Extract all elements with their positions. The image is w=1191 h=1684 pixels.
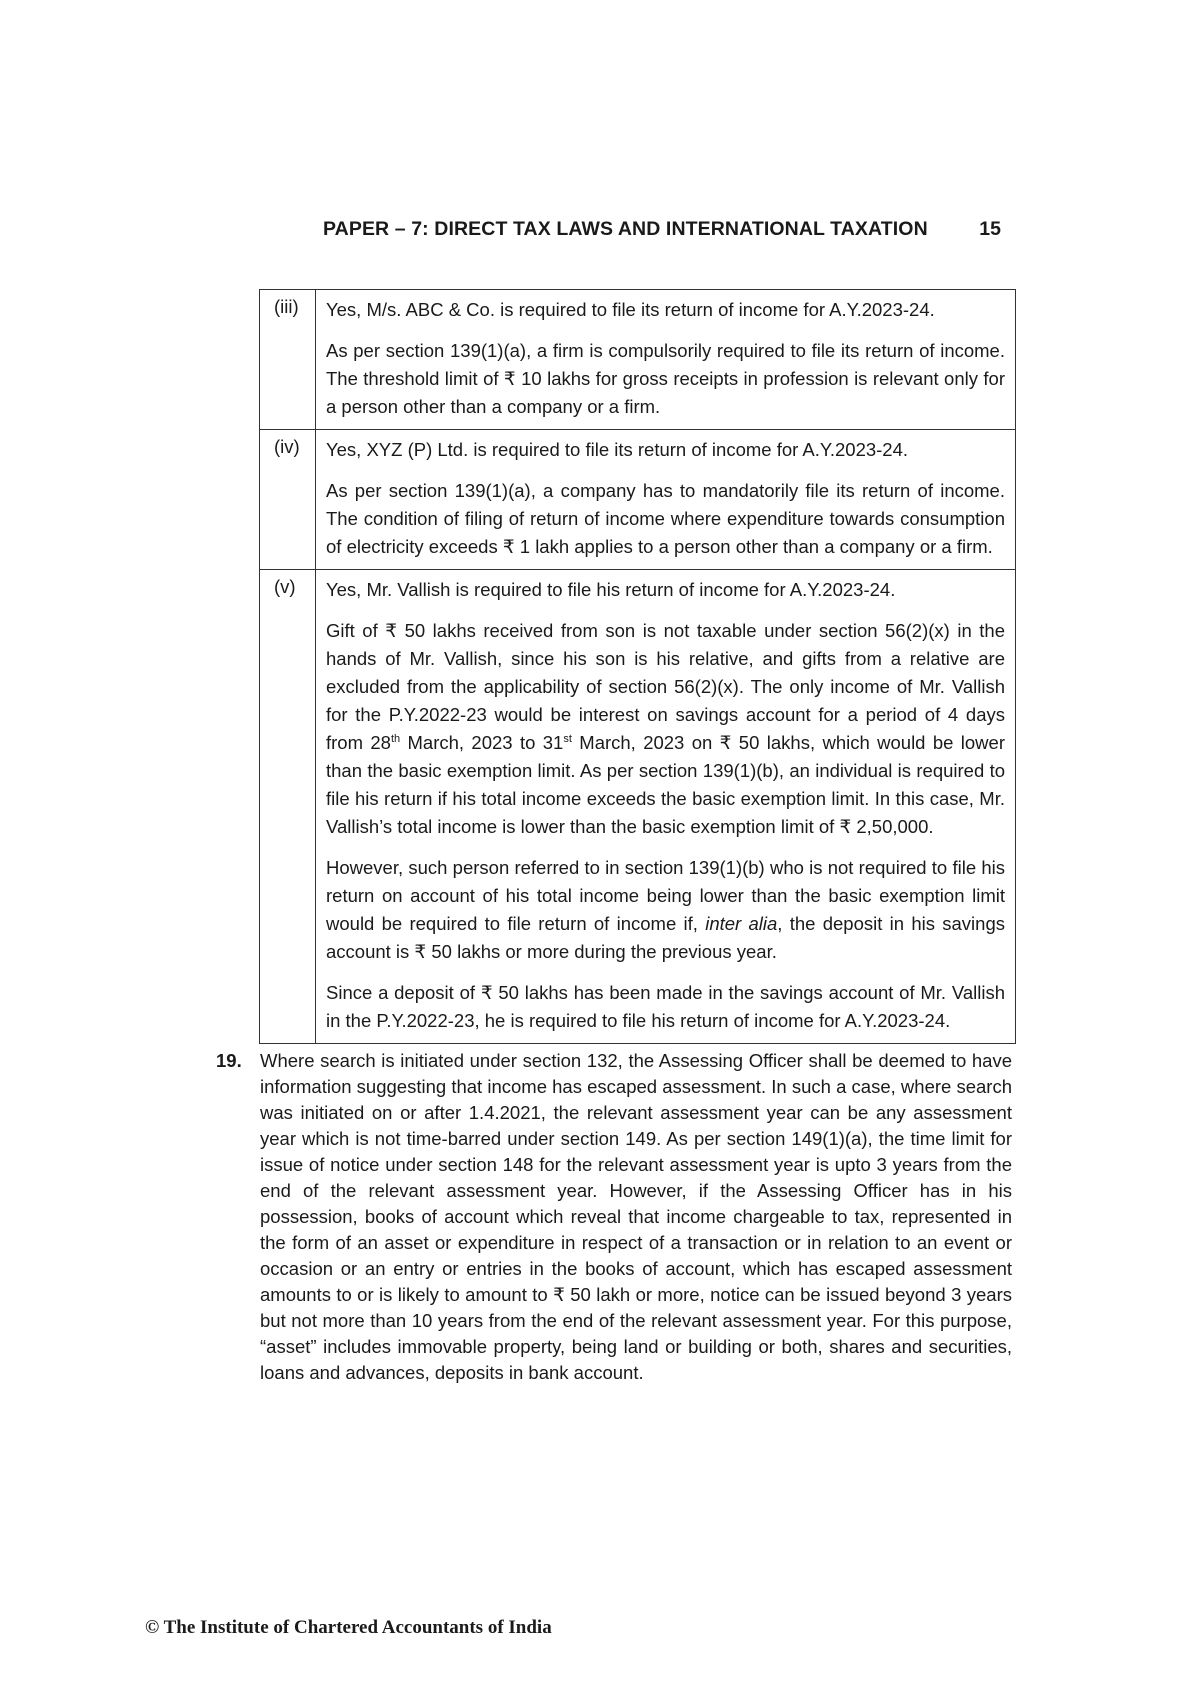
text-segment: , the deposit in his savings account is ₹ 50 lakhs or more during the previous year.	[326, 913, 1005, 962]
copyright-footer: © The Institute of Chartered Accountants of India	[145, 1617, 552, 1638]
table-row	[260, 290, 1016, 430]
table-row	[260, 430, 1016, 570]
text-segment: March, 2023 to 31	[400, 732, 564, 753]
italic-term: inter alia	[705, 913, 778, 934]
paragraph: As per section 139(1)(a), a firm is compulsorily required to file its return of income. The threshold limit of ₹ 10 lakhs for gross receipts in profession is relevant only for a person other than a company or a firm.	[326, 340, 1005, 417]
paragraph: Since a deposit of ₹ 50 lakhs has been made in the savings account of Mr. Vallish in the P.Y.2022-23, he is required to file his return of income for A.Y.2023-24.	[326, 982, 1005, 1031]
page-header	[0, 218, 1191, 248]
row-content	[316, 290, 1016, 430]
paper-title: PAPER – 7: DIRECT TAX LAWS AND INTERNATIONAL TAXATION	[323, 218, 928, 240]
paragraph: Yes, XYZ (P) Ltd. is required to file its return of income for A.Y.2023-24.	[326, 439, 909, 460]
row-number: (v)	[260, 570, 316, 1044]
paragraph: Yes, M/s. ABC & Co. is required to file its return of income for A.Y.2023-24.	[326, 299, 935, 320]
question-text: Where search is initiated under section 132, the Assessing Officer shall be deemed to have information suggesting that income has escaped assessment. In such a case, where search was initiated on or after 1.4.2021, the relevant assessment year can be any assessment year which is not time-barred under section 149. As per section 149(1)(a), the time limit for issue of notice under section 148 for the relevant assessment year is upto 3 years from the end of the relevant assessment year. However, if the Assessing Officer has in his possession, books of account which reveal that income chargeable to tax, represented in the form of an asset or expenditure in respect of a transaction or in relation to an event or occasion or an entry or entries in the books of account, which has escaped assessment amounts to or is likely to amount to ₹ 50 lakh or more, notice can be issued beyond 3 years but not more than 10 years from the end of the relevant assessment year. For this purpose, “asset” includes immovable property, being land or building or both, shares and securities, loans and advances, deposits in bank account.	[260, 1050, 1012, 1383]
row-number: (iv)	[260, 430, 316, 570]
row-content	[316, 430, 1016, 570]
superscript: st	[563, 732, 572, 745]
superscript: th	[390, 732, 401, 745]
table-row	[260, 570, 1016, 1044]
answer-table	[259, 289, 1016, 1044]
paragraph	[326, 617, 1005, 841]
question-number: 19.	[216, 1050, 242, 1071]
text-segment: However, such person referred to in section 139(1)(b) who is not required to file his return on account of his total income being lower than the basic exemption limit would be required to file return of income if,	[326, 857, 1005, 934]
paragraph: As per section 139(1)(a), a company has to mandatorily file its return of income. The condition of filing of return of income where expenditure towards consumption of electricity exceeds ₹ 1 lakh applies to a person other than a company or a firm.	[326, 480, 1005, 557]
text-segment: Gift of ₹ 50 lakhs received from son is not taxable under section 56(2)(x) in the hands of Mr. Vallish, since his son is his relative, and gifts from a relative are excluded from the applicability of section 56(2)(x). The only income of Mr. Vallish for the P.Y.2022-23 would be interest on savings account for a period of 4 days from 28	[326, 620, 1005, 753]
text-segment: March, 2023 on ₹ 50 lakhs, which would be lower than the basic exemption limit. As per section 139(1)(b), an individual is required to file his return if his total income exceeds the basic exemption limit. In this case, Mr. Vallish’s total income is lower than the basic exemption limit of ₹ 2,50,000.	[326, 732, 1005, 837]
row-number: (iii)	[260, 290, 316, 430]
paragraph	[326, 854, 1005, 966]
paragraph: Yes, Mr. Vallish is required to file his return of income for A.Y.2023-24.	[326, 579, 896, 600]
page-number: 15	[979, 218, 1001, 240]
row-content	[316, 570, 1016, 1044]
question-19	[216, 1048, 1012, 1386]
